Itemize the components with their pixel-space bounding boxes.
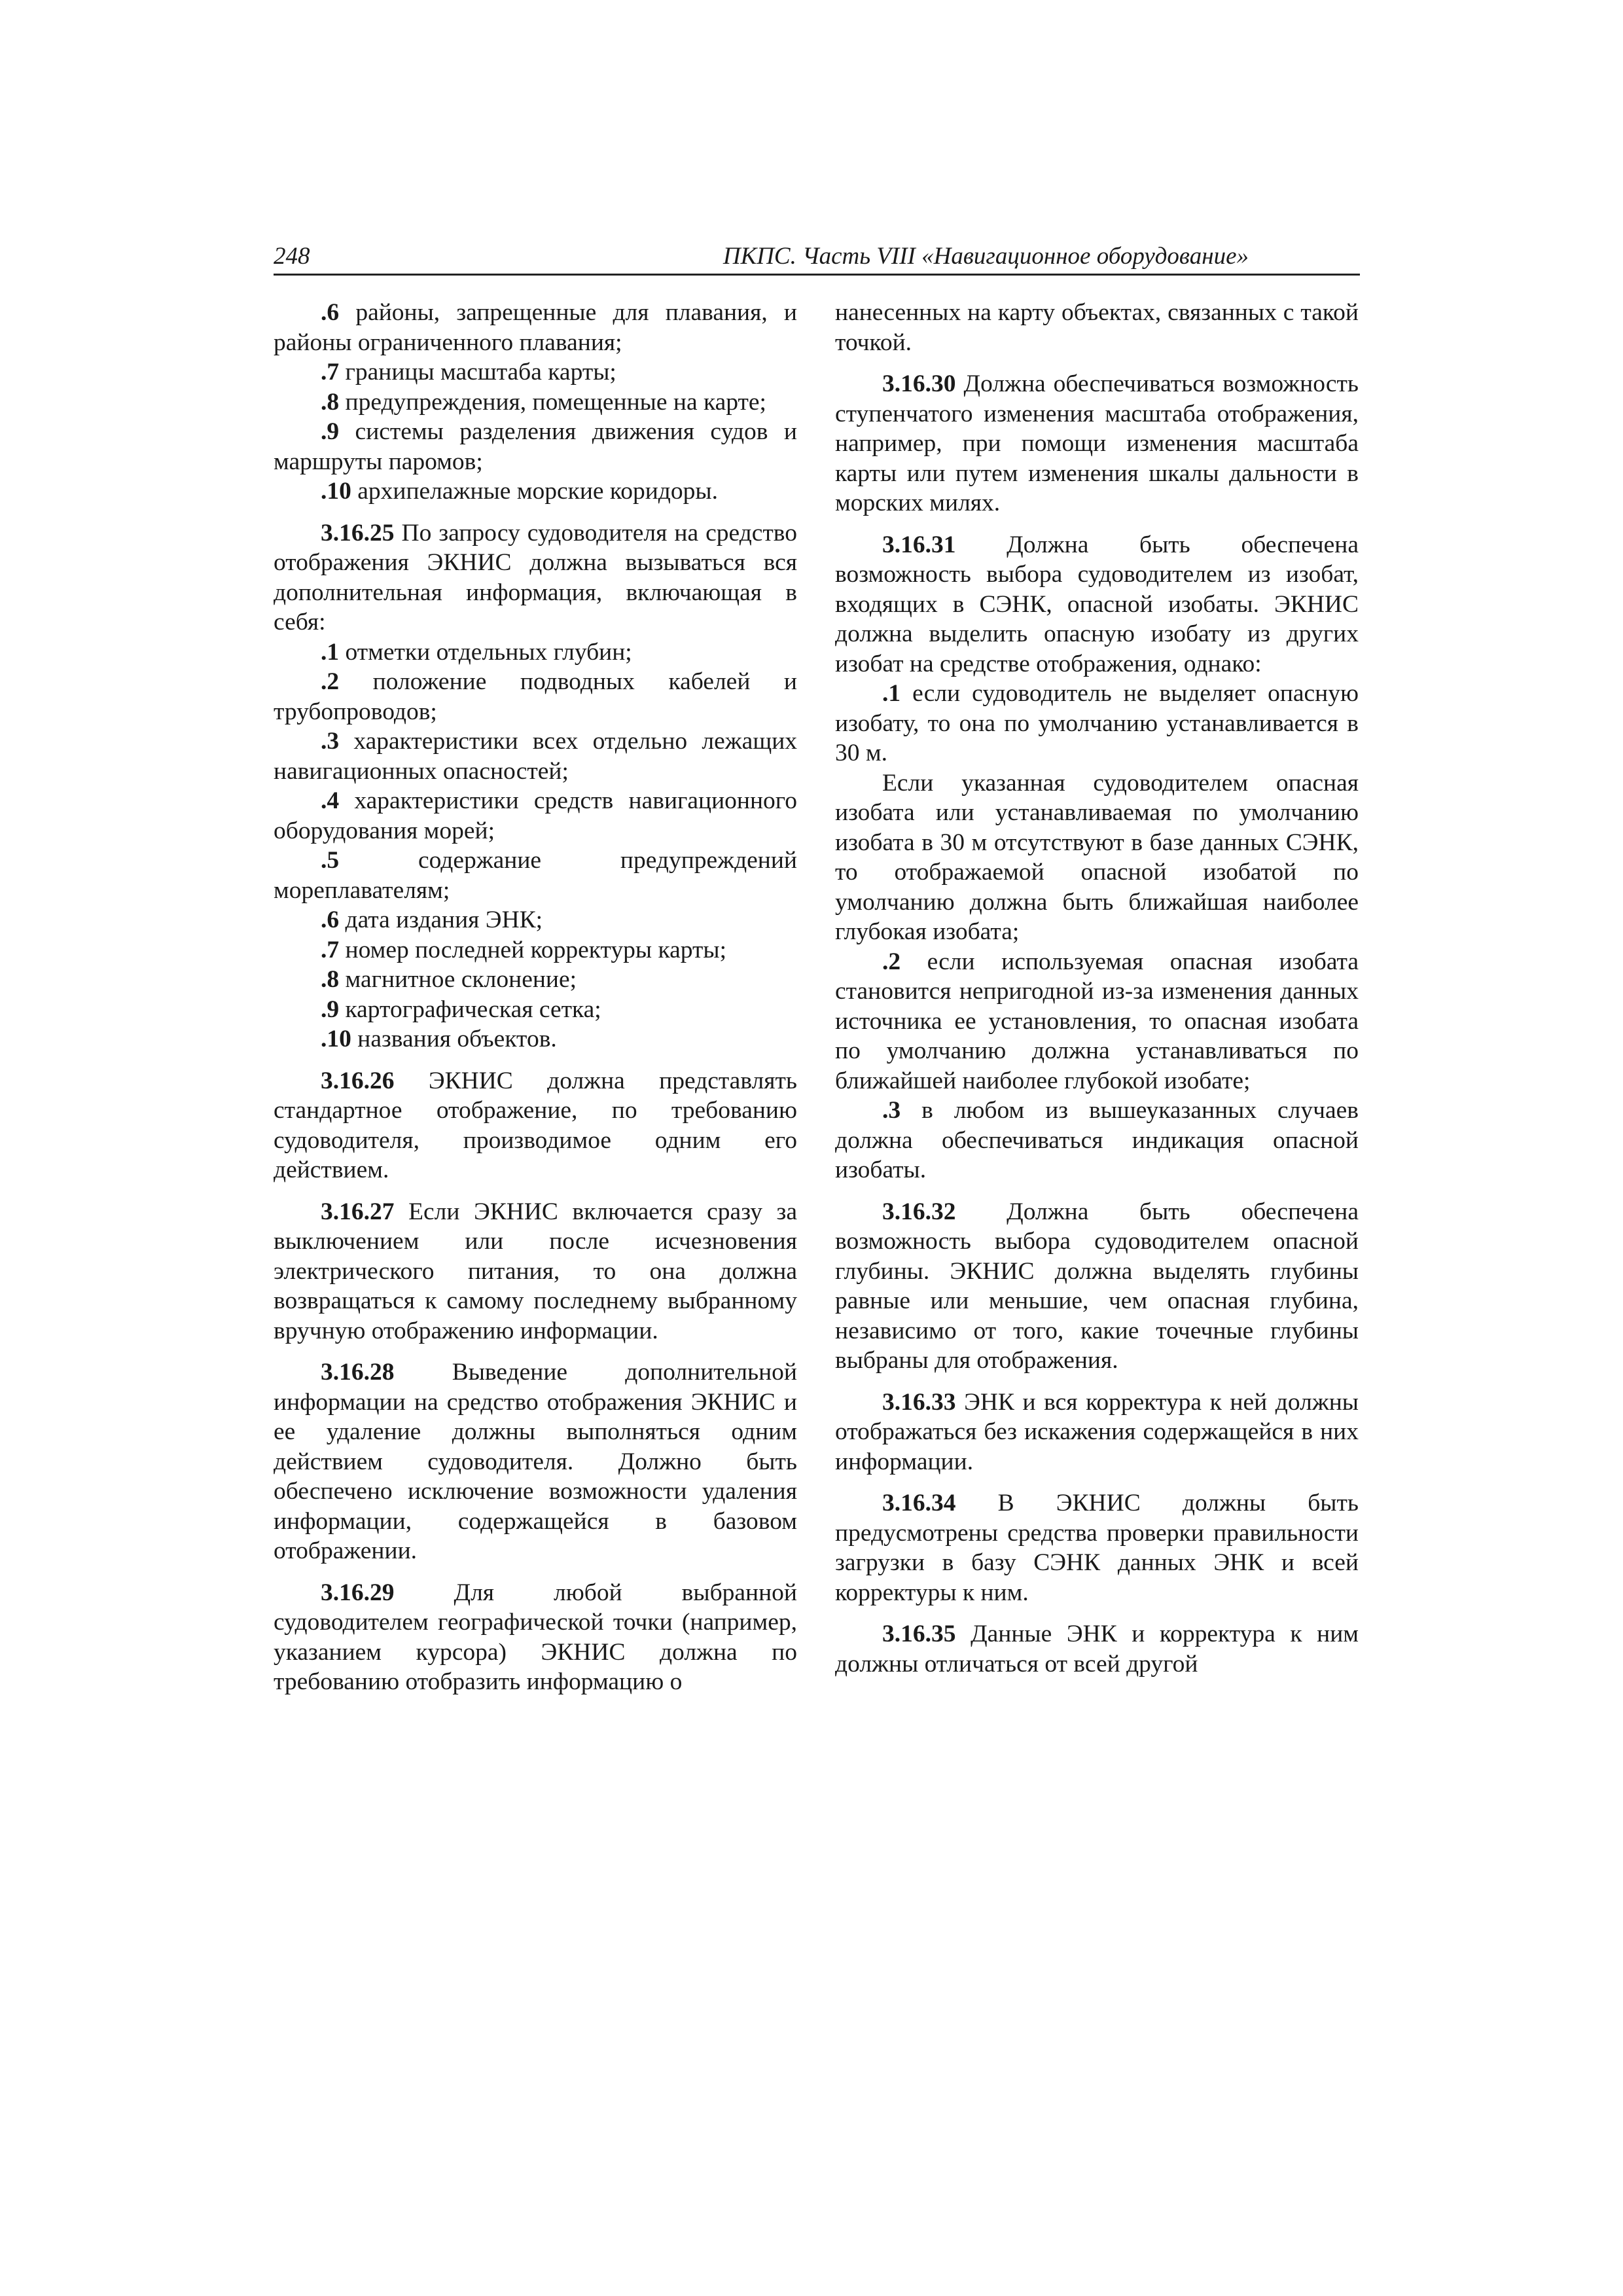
section-paragraph: 3.16.28 Выведение дополнительной информации на средство отображения ЭКНИС и ее удаление должны выполняться одним действием судоводителя. Должно быть обеспечено исключение возможности удаления информации, содержащейся в базовом отображении.	[274, 1359, 797, 1564]
running-header	[274, 240, 1360, 276]
list-item: .9 картографическая сетка;	[321, 996, 601, 1023]
section-paragraph: 3.16.33 ЭНК и вся корректура к ней должны отображаться без искажения содержащейся в них информации.	[835, 1388, 1359, 1475]
section-paragraph: 3.16.27 Если ЭКНИС включается сразу за выключением или после исчезновения электрического питания, то она должна возвращаться к самому последнему выбранному вручную отображению информации.	[274, 1198, 798, 1344]
section-paragraph: 3.16.30 Должна обеспечиваться возможность ступенчатого изменения масштаба отображения, например, при помощи изменения масштаба карты или путем изменения шкалы дальности в морских милях.	[835, 370, 1359, 516]
section-paragraph: 3.16.26 ЭКНИС должна представлять стандартное отображение, по требованию судоводителя, производимое одним его действием.	[274, 1067, 797, 1183]
list-item: .2 положение подводных кабелей и трубопроводов;	[274, 668, 797, 725]
list-item: .6 районы, запрещенные для плавания, и районы ограниченного плавания;	[274, 299, 797, 356]
list-item: .10 архипелажные морские коридоры.	[321, 478, 718, 505]
list-item: .3 в любом из вышеуказанных случаев должна обеспечиваться индикация опасной изобаты.	[835, 1097, 1359, 1183]
page-number: 248	[274, 243, 310, 270]
list-item: .9 системы разделения движения судов и маршруты паромов;	[274, 418, 797, 475]
list-item: .7 границы масштаба карты;	[321, 359, 616, 386]
section-paragraph: 3.16.34 В ЭКНИС должны быть предусмотрены средства проверки правильности загрузки в базу СЭНК данных ЭНК и всей корректуры к ним.	[835, 1490, 1359, 1606]
list-item: .7 номер последней корректуры карты;	[321, 936, 727, 963]
list-item: .1 если судоводитель не выделяет опасную изобату, то она по умолчанию устанавливается в 30 м.	[835, 680, 1359, 766]
section-paragraph: 3.16.29 Для любой выбранной судоводителем географической точки (например, указанием курсора) ЭКНИС должна по требованию отобразить информацию о	[274, 1579, 797, 1695]
section-paragraph: 3.16.31 Должна быть обеспечена возможность выбора судоводителем из изобат, входящих в СЭНК, опасной изобаты. ЭКНИС должна выделить опасную изобату из других изобат на средстве отображения, однако:	[835, 531, 1359, 677]
list-item: .8 магнитное склонение;	[321, 966, 577, 993]
list-item: .4 характеристики средств навигационного оборудования морей;	[274, 787, 798, 844]
continued-paragraph: нанесенных на карту объектах, связанных с такой точкой.	[835, 299, 1359, 356]
section-paragraph: 3.16.35 Данные ЭНК и корректура к ним должны отличаться от всей другой	[835, 1621, 1359, 1677]
list-item: .8 предупреждения, помещенные на карте;	[321, 388, 766, 416]
list-item: .3 характеристики всех отдельно лежащих навигационных опасностей;	[274, 728, 798, 785]
section-paragraph: 3.16.32 Должна быть обеспечена возможность выбора судоводителем опасной глубины. ЭКНИС должна выделять глубины равные или меньшие, чем опасная глубина, независимо от того, какие точечные глубины выбраны для отображения.	[835, 1198, 1359, 1374]
left-column	[274, 298, 797, 1697]
list-item: .1 отметки отдельных глубин;	[321, 638, 632, 666]
list-item: .10 названия объектов.	[321, 1026, 557, 1052]
right-column	[835, 298, 1359, 1679]
list-item: .5 содержание предупреждений мореплавателям;	[274, 847, 797, 904]
list-item: .2 если используемая опасная изобата становится непригодной из-за изменения данных источника ее установления, то опасная изобата по умолчанию должна устанавливаться по ближайшей наиболее глубокой изобате;	[835, 948, 1359, 1094]
section-paragraph: 3.16.25 По запросу судоводителя на средство отображения ЭКНИС должна вызываться вся дополнительная информация, включающая в себя:	[274, 519, 798, 636]
body-paragraph: Если указанная судоводителем опасная изобата или устанавливаемая по умолчанию изобата в 30 м отсутствуют в базе данных СЭНК, то отображаемой опасной изобатой по умолчанию должна быть ближайшая наиболее глубокая изобата;	[835, 769, 1359, 945]
list-item: .6 дата издания ЭНК;	[321, 906, 543, 933]
running-title: ПКПС. Часть VIII «Навигационное оборудование»	[722, 243, 1249, 270]
